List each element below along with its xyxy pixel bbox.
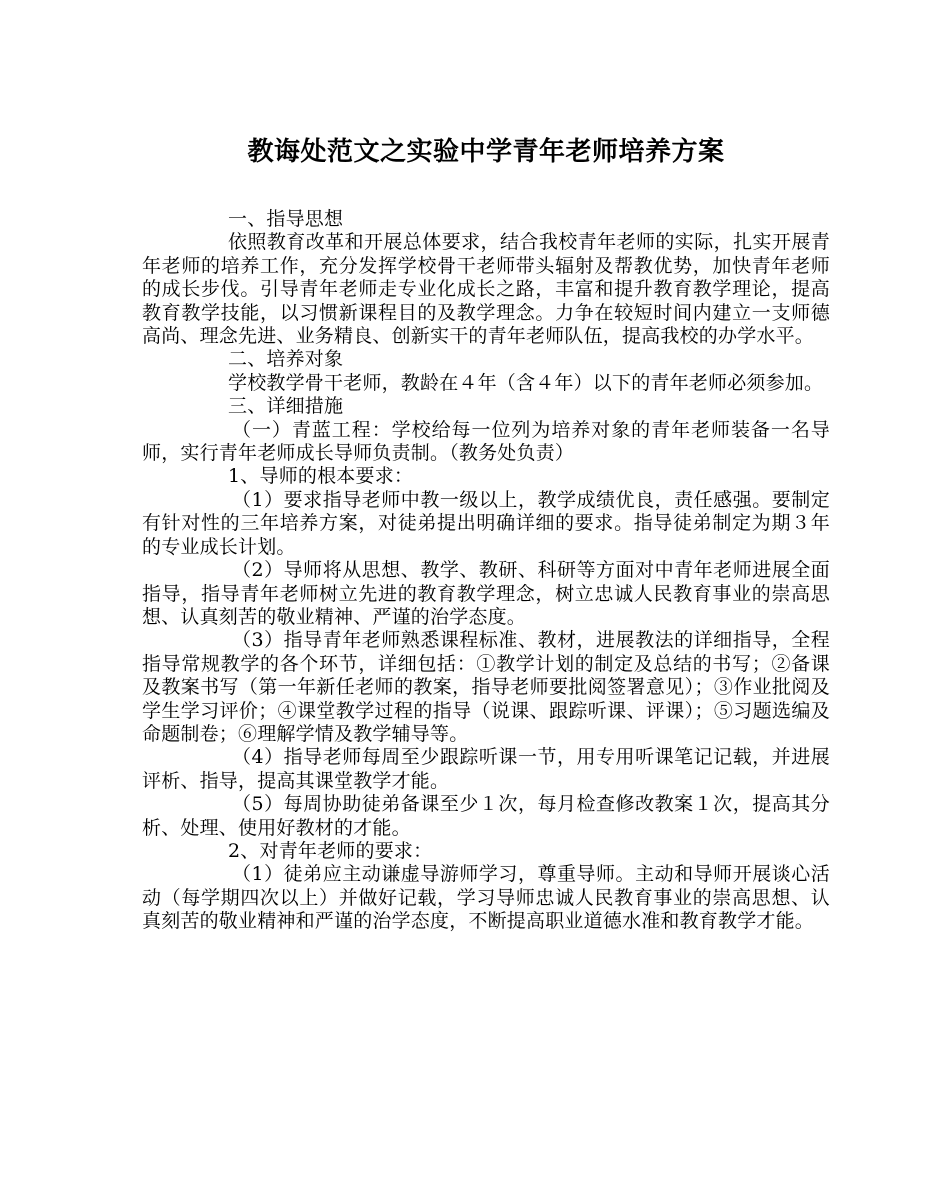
document-title: 教诲处范文之实验中学青年老师培养方案 bbox=[247, 137, 725, 167]
paragraph-mentor-req-3: （3）指导青年老师熟悉课程标准、教材，进展教法的详细指导，全程指导常规教学的各个环节，详细包括：①教学计划的制定及总结的书写；②备课及教案书写（第一年新任老师的教案，指导老师要批阅签署意见）；③作业批阅及学生学习评价；④课堂教学过程的指导（说课、跟踪听课、评课）；⑤习题选编及命题制卷；⑥理解学情及教学辅导等。 bbox=[142, 629, 830, 745]
paragraph-guiding-thought: 依照教育改革和开展总体要求，结合我校青年老师的实际，扎实开展青年老师的培养工作，充分发挥学校骨干老师带头辐射及帮教优势，加快青年老师的成长步伐。引导青年老师走专业化成长之路，丰富和提升教育教学理论，提高教育教学技能，以习惯新课程目的及教学理念。力争在较短时间内建立一支师德高尚、理念先进、业务精良、创新实干的青年老师队伍，提高我校的办学水平。 bbox=[142, 231, 830, 348]
subheading-mentor-requirements: 1、导师的根本要求： bbox=[228, 465, 414, 488]
paragraph-training-target: 学校教学骨干老师，教龄在４年（含４年）以下的青年老师必须参加。 bbox=[228, 371, 824, 394]
paragraph-mentor-req-1: （1）要求指导老师中教一级以上，教学成绩优良，责任感强。要制定有针对性的三年培养方案，对徒弟提出明确详细的要求。指导徒弟制定为期３年的专业成长计划。 bbox=[142, 488, 830, 558]
document-body bbox=[142, 208, 830, 934]
document-page bbox=[142, 130, 830, 934]
paragraph-mentor-req-2: （2）导师将从思想、教学、教研、科研等方面对中青年老师进展全面指导，指导青年老师树立先进的教育教学理念，树立忠诚人民教育事业的崇高思想、认真刻苦的敬业精神、严谨的治学态度。 bbox=[142, 559, 830, 628]
section-heading-detailed-measures: 三、详细措施 bbox=[228, 395, 344, 418]
paragraph-qinglan-project: （一）青蓝工程：学校给每一位列为培养对象的青年老师装备一名导师，实行青年老师成长导师负责制。（教务处负责） bbox=[142, 418, 830, 465]
paragraph-young-teacher-req-1: （1）徒弟应主动谦虚导游师学习，尊重导师。主动和导师开展谈心活动（每学期四次以上）并做好记载，学习导师忠诚人民教育事业的崇高思想、认真刻苦的敬业精神和严谨的治学态度，不断提高职业道德水准和教育教学才能。 bbox=[142, 863, 830, 933]
section-heading-guiding-thought: 一、指导思想 bbox=[228, 208, 344, 230]
paragraph-mentor-req-4: （4）指导老师每周至少跟踪听课一节，用专用听课笔记记载，并进展评析、指导，提高其课堂教学才能。 bbox=[142, 746, 830, 792]
section-heading-training-target: 二、培养对象 bbox=[228, 348, 344, 371]
paragraph-mentor-req-5: （5）每周协助徒弟备课至少１次，每月检查修改教案１次，提高其分析、处理、使用好教材的才能。 bbox=[142, 793, 830, 839]
subheading-young-teacher-requirements: 2、对青年老师的要求： bbox=[228, 839, 433, 862]
